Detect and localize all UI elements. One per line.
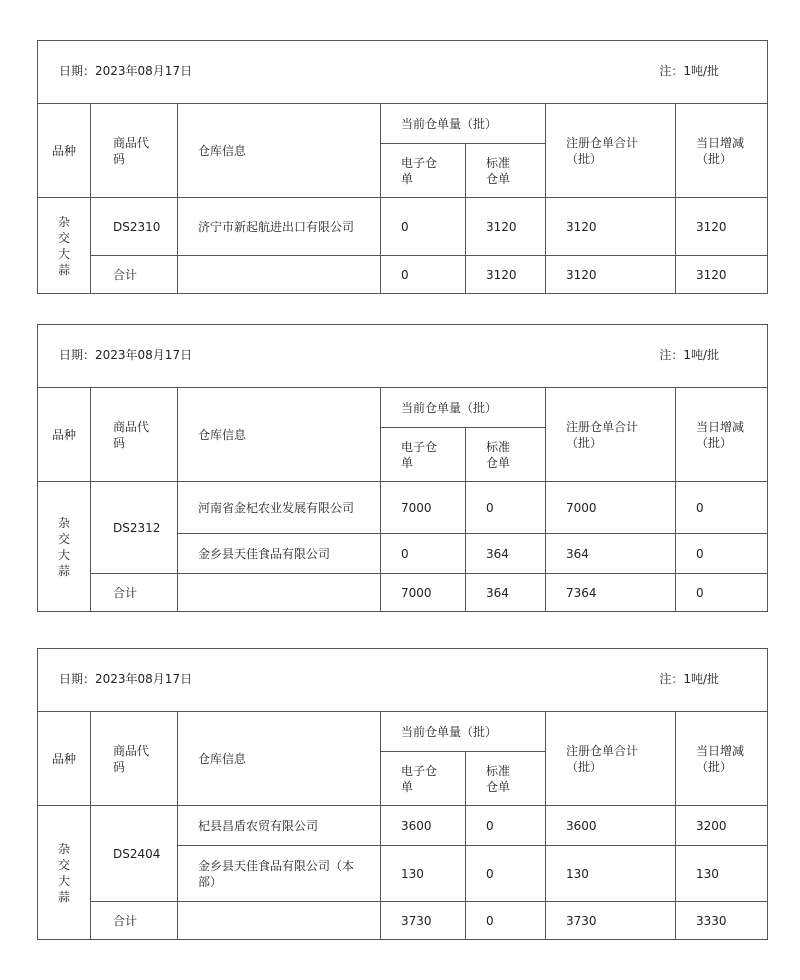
warehouse-name: 金乡县天佳食品有限公司 [178,534,381,574]
change-value: 130 [676,846,768,902]
col-header-standard: 标准仓单 [466,752,546,806]
col-header-registered: 注册仓单合计（批） [546,104,676,198]
electronic-value: 7000 [381,482,466,534]
col-header-daily-change: 当日增减（批） [676,104,768,198]
total-row [38,256,768,294]
total-electronic: 0 [381,256,466,294]
change-value: 0 [676,534,768,574]
report-date: 日期：2023年08月17日 [59,64,193,78]
total-electronic: 3730 [381,902,466,940]
report-date: 日期：2023年08月17日 [59,348,193,362]
warehouse-receipt-table-1 [37,40,767,294]
table-row [38,198,768,256]
total-registered: 3730 [546,902,676,940]
unit-note: 注：1吨/批 [659,64,720,78]
col-header-category: 品种 [38,104,91,198]
standard-value: 0 [466,846,546,902]
col-header-daily-change: 当日增减（批） [676,388,768,482]
total-warehouse-empty [178,902,381,940]
warehouse-name: 河南省金杞农业发展有限公司 [178,482,381,534]
total-standard: 0 [466,902,546,940]
electronic-value: 3600 [381,806,466,846]
col-header-current: 当前仓单量（批） [381,104,546,144]
registered-value: 3600 [546,806,676,846]
col-header-warehouse: 仓库信息 [178,388,381,482]
category-cell: 杂交大蒜 [38,482,91,612]
warehouse-receipt-table-3 [37,648,767,940]
total-registered: 3120 [546,256,676,294]
commodity-code: DS2312 [91,482,178,574]
total-warehouse-empty [178,256,381,294]
total-registered: 7364 [546,574,676,612]
standard-value: 364 [466,534,546,574]
total-label: 合计 [91,256,178,294]
table-row [38,482,768,534]
change-value: 3120 [676,198,768,256]
category-cell: 杂交大蒜 [38,198,91,294]
total-label: 合计 [91,902,178,940]
col-header-code: 商品代码 [91,712,178,806]
total-change: 3330 [676,902,768,940]
total-row [38,574,768,612]
warehouse-name: 金乡县天佳食品有限公司（本部） [178,846,381,902]
registered-value: 364 [546,534,676,574]
commodity-code: DS2404 [91,806,178,902]
table-header-bar [38,41,768,104]
electronic-value: 0 [381,534,466,574]
report-date: 日期：2023年08月17日 [59,672,193,686]
change-value: 0 [676,482,768,534]
registered-value: 130 [546,846,676,902]
electronic-value: 130 [381,846,466,902]
col-header-standard: 标准仓单 [466,428,546,482]
warehouse-name: 济宁市新起航进出口有限公司 [178,198,381,256]
col-header-code: 商品代码 [91,104,178,198]
category-cell: 杂交大蒜 [38,806,91,940]
electronic-value: 0 [381,198,466,256]
col-header-category: 品种 [38,712,91,806]
standard-value: 0 [466,482,546,534]
table-header-bar [38,649,768,712]
col-header-warehouse: 仓库信息 [178,104,381,198]
warehouse-name: 杞县昌盾农贸有限公司 [178,806,381,846]
standard-value: 3120 [466,198,546,256]
col-header-electronic: 电子仓单 [381,144,466,198]
unit-note: 注：1吨/批 [659,672,720,686]
col-header-electronic: 电子仓单 [381,752,466,806]
total-electronic: 7000 [381,574,466,612]
col-header-electronic: 电子仓单 [381,428,466,482]
table-row [38,806,768,846]
total-standard: 364 [466,574,546,612]
change-value: 3200 [676,806,768,846]
col-header-standard: 标准仓单 [466,144,546,198]
unit-note: 注：1吨/批 [659,348,720,362]
total-standard: 3120 [466,256,546,294]
total-change: 0 [676,574,768,612]
commodity-code: DS2310 [91,198,178,256]
col-header-code: 商品代码 [91,388,178,482]
table-header-bar [38,325,768,388]
col-header-category: 品种 [38,388,91,482]
total-row [38,902,768,940]
col-header-current: 当前仓单量（批） [381,712,546,752]
col-header-daily-change: 当日增减（批） [676,712,768,806]
warehouse-receipt-table-2 [37,324,767,612]
standard-value: 0 [466,806,546,846]
col-header-registered: 注册仓单合计（批） [546,388,676,482]
total-change: 3120 [676,256,768,294]
registered-value: 3120 [546,198,676,256]
col-header-current: 当前仓单量（批） [381,388,546,428]
col-header-registered: 注册仓单合计（批） [546,712,676,806]
registered-value: 7000 [546,482,676,534]
col-header-warehouse: 仓库信息 [178,712,381,806]
total-warehouse-empty [178,574,381,612]
total-label: 合计 [91,574,178,612]
